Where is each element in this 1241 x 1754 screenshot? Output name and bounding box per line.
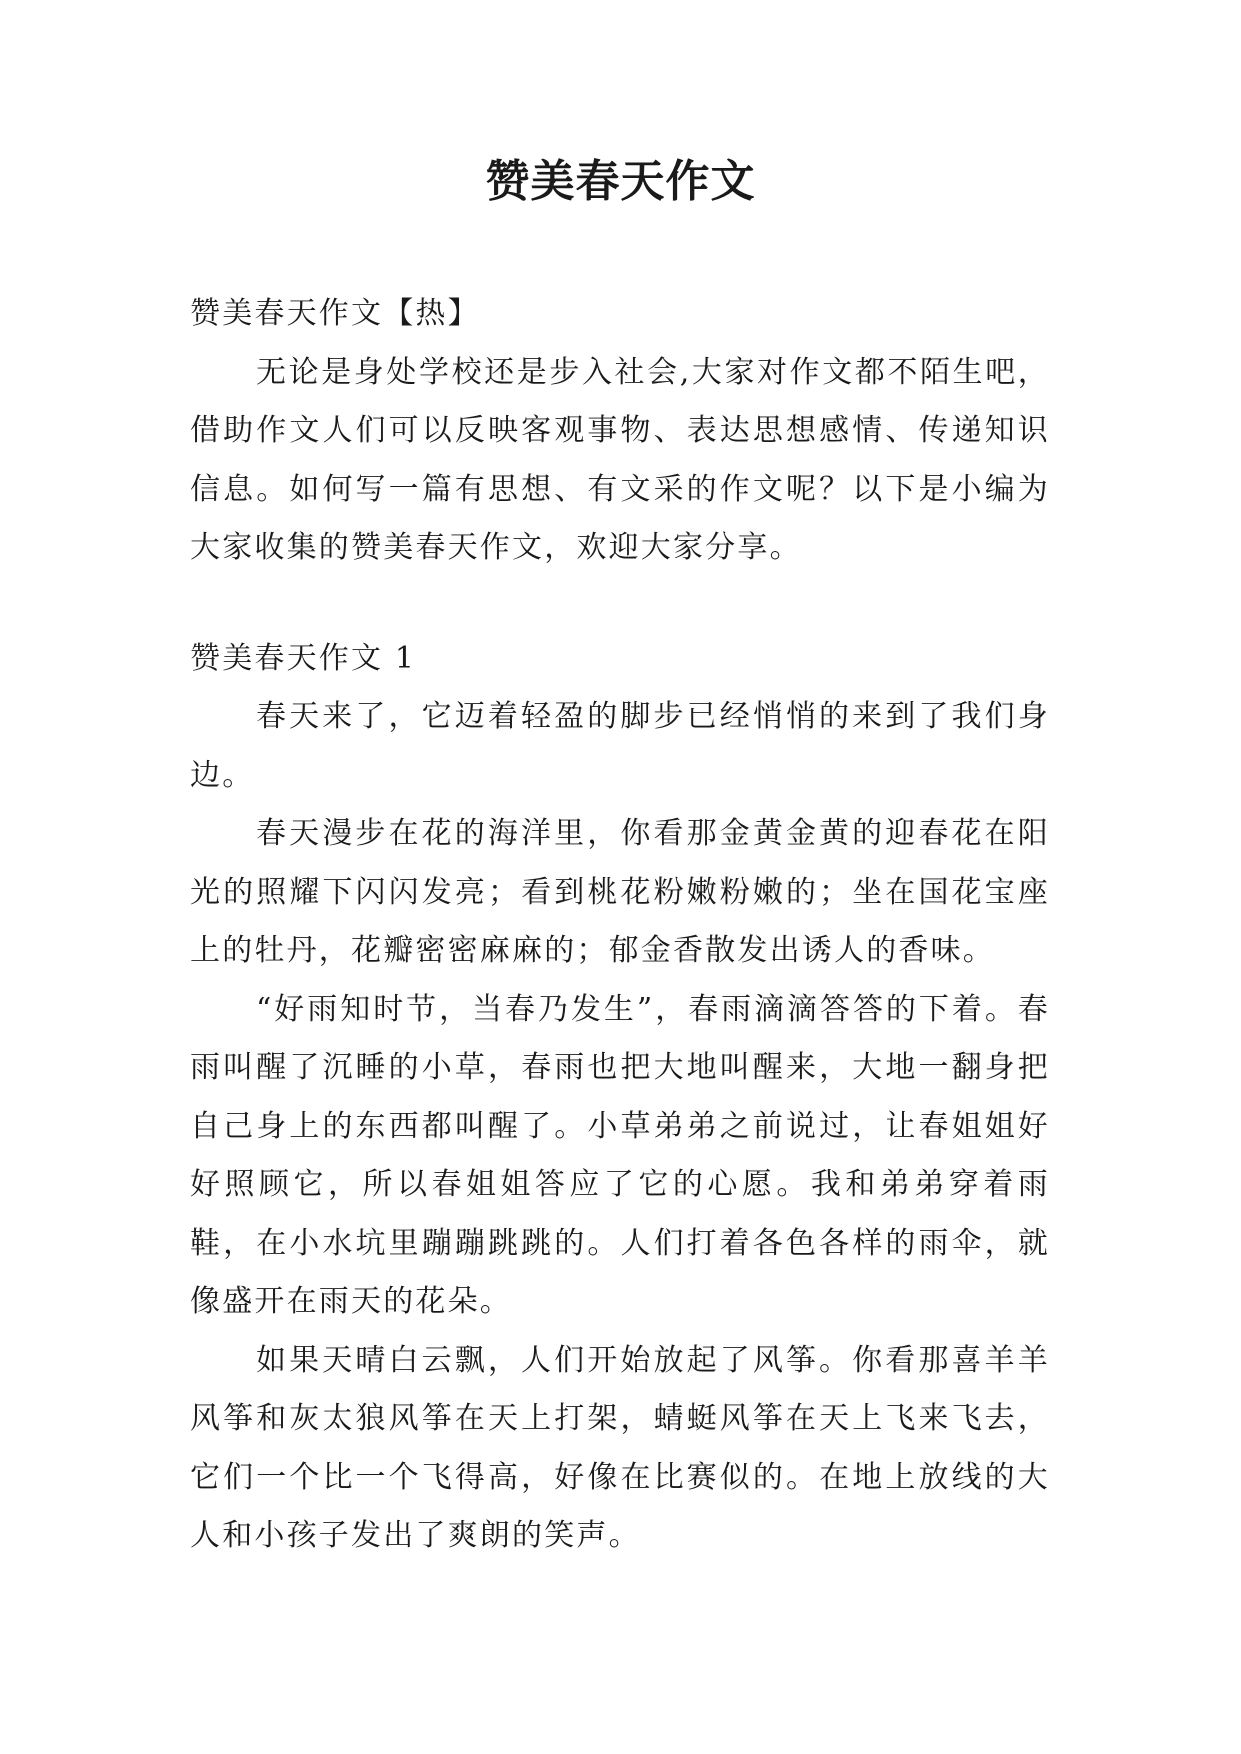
section-spacer — [190, 578, 1050, 630]
essay-1-paragraph: “好雨知时节，当春乃发生”，春雨滴滴答答的下着。春雨叫醒了沉睡的小草，春雨也把大地叫醒来，大地一翻身把自己身上的东西都叫醒了。小草弟弟之前说过，让春姐姐好好照顾它，所以春姐姐答应了它的心愿。我和弟弟穿着雨鞋，在小水坑里蹦蹦跳跳的。人们打着各色各样的雨伞，就像盛开在雨天的花朵。 — [190, 991, 1050, 1319]
intro-paragraph: 无论是身处学校还是步入社会,大家对作文都不陌生吧，借助作文人们可以反映客观事物、表达思想感情、传递知识信息。如何写一篇有思想、有文采的作文呢？以下是小编为大家收集的赞美春天作文，欢迎大家分享。 — [190, 354, 1050, 565]
essay-1-paragraph: 春天漫步在花的海洋里，你看那金黄金黄的迎春花在阳光的照耀下闪闪发亮；看到桃花粉嫩粉嫩的；坐在国花宝座上的牡丹，花瓣密密麻麻的；郁金香散发出诱人的香味。 — [190, 816, 1050, 968]
document-body — [190, 285, 1050, 1566]
intro-heading: 赞美春天作文【热】 — [190, 296, 480, 331]
essay-1-paragraph: 春天来了，它迈着轻盈的脚步已经悄悄的来到了我们身边。 — [190, 699, 1050, 793]
essay-1-heading: 赞美春天作文 1 — [190, 640, 417, 676]
document-title: 赞美春天作文 — [485, 156, 756, 207]
essay-1-paragraph: 如果天晴白云飘，人们开始放起了风筝。你看那喜羊羊风筝和灰太狼风筝在天上打架，蜻蜓风筝在天上飞来飞去，它们一个比一个飞得高，好像在比赛似的。在地上放线的大人和小孩子发出了爽朗的笑声。 — [190, 1342, 1050, 1553]
